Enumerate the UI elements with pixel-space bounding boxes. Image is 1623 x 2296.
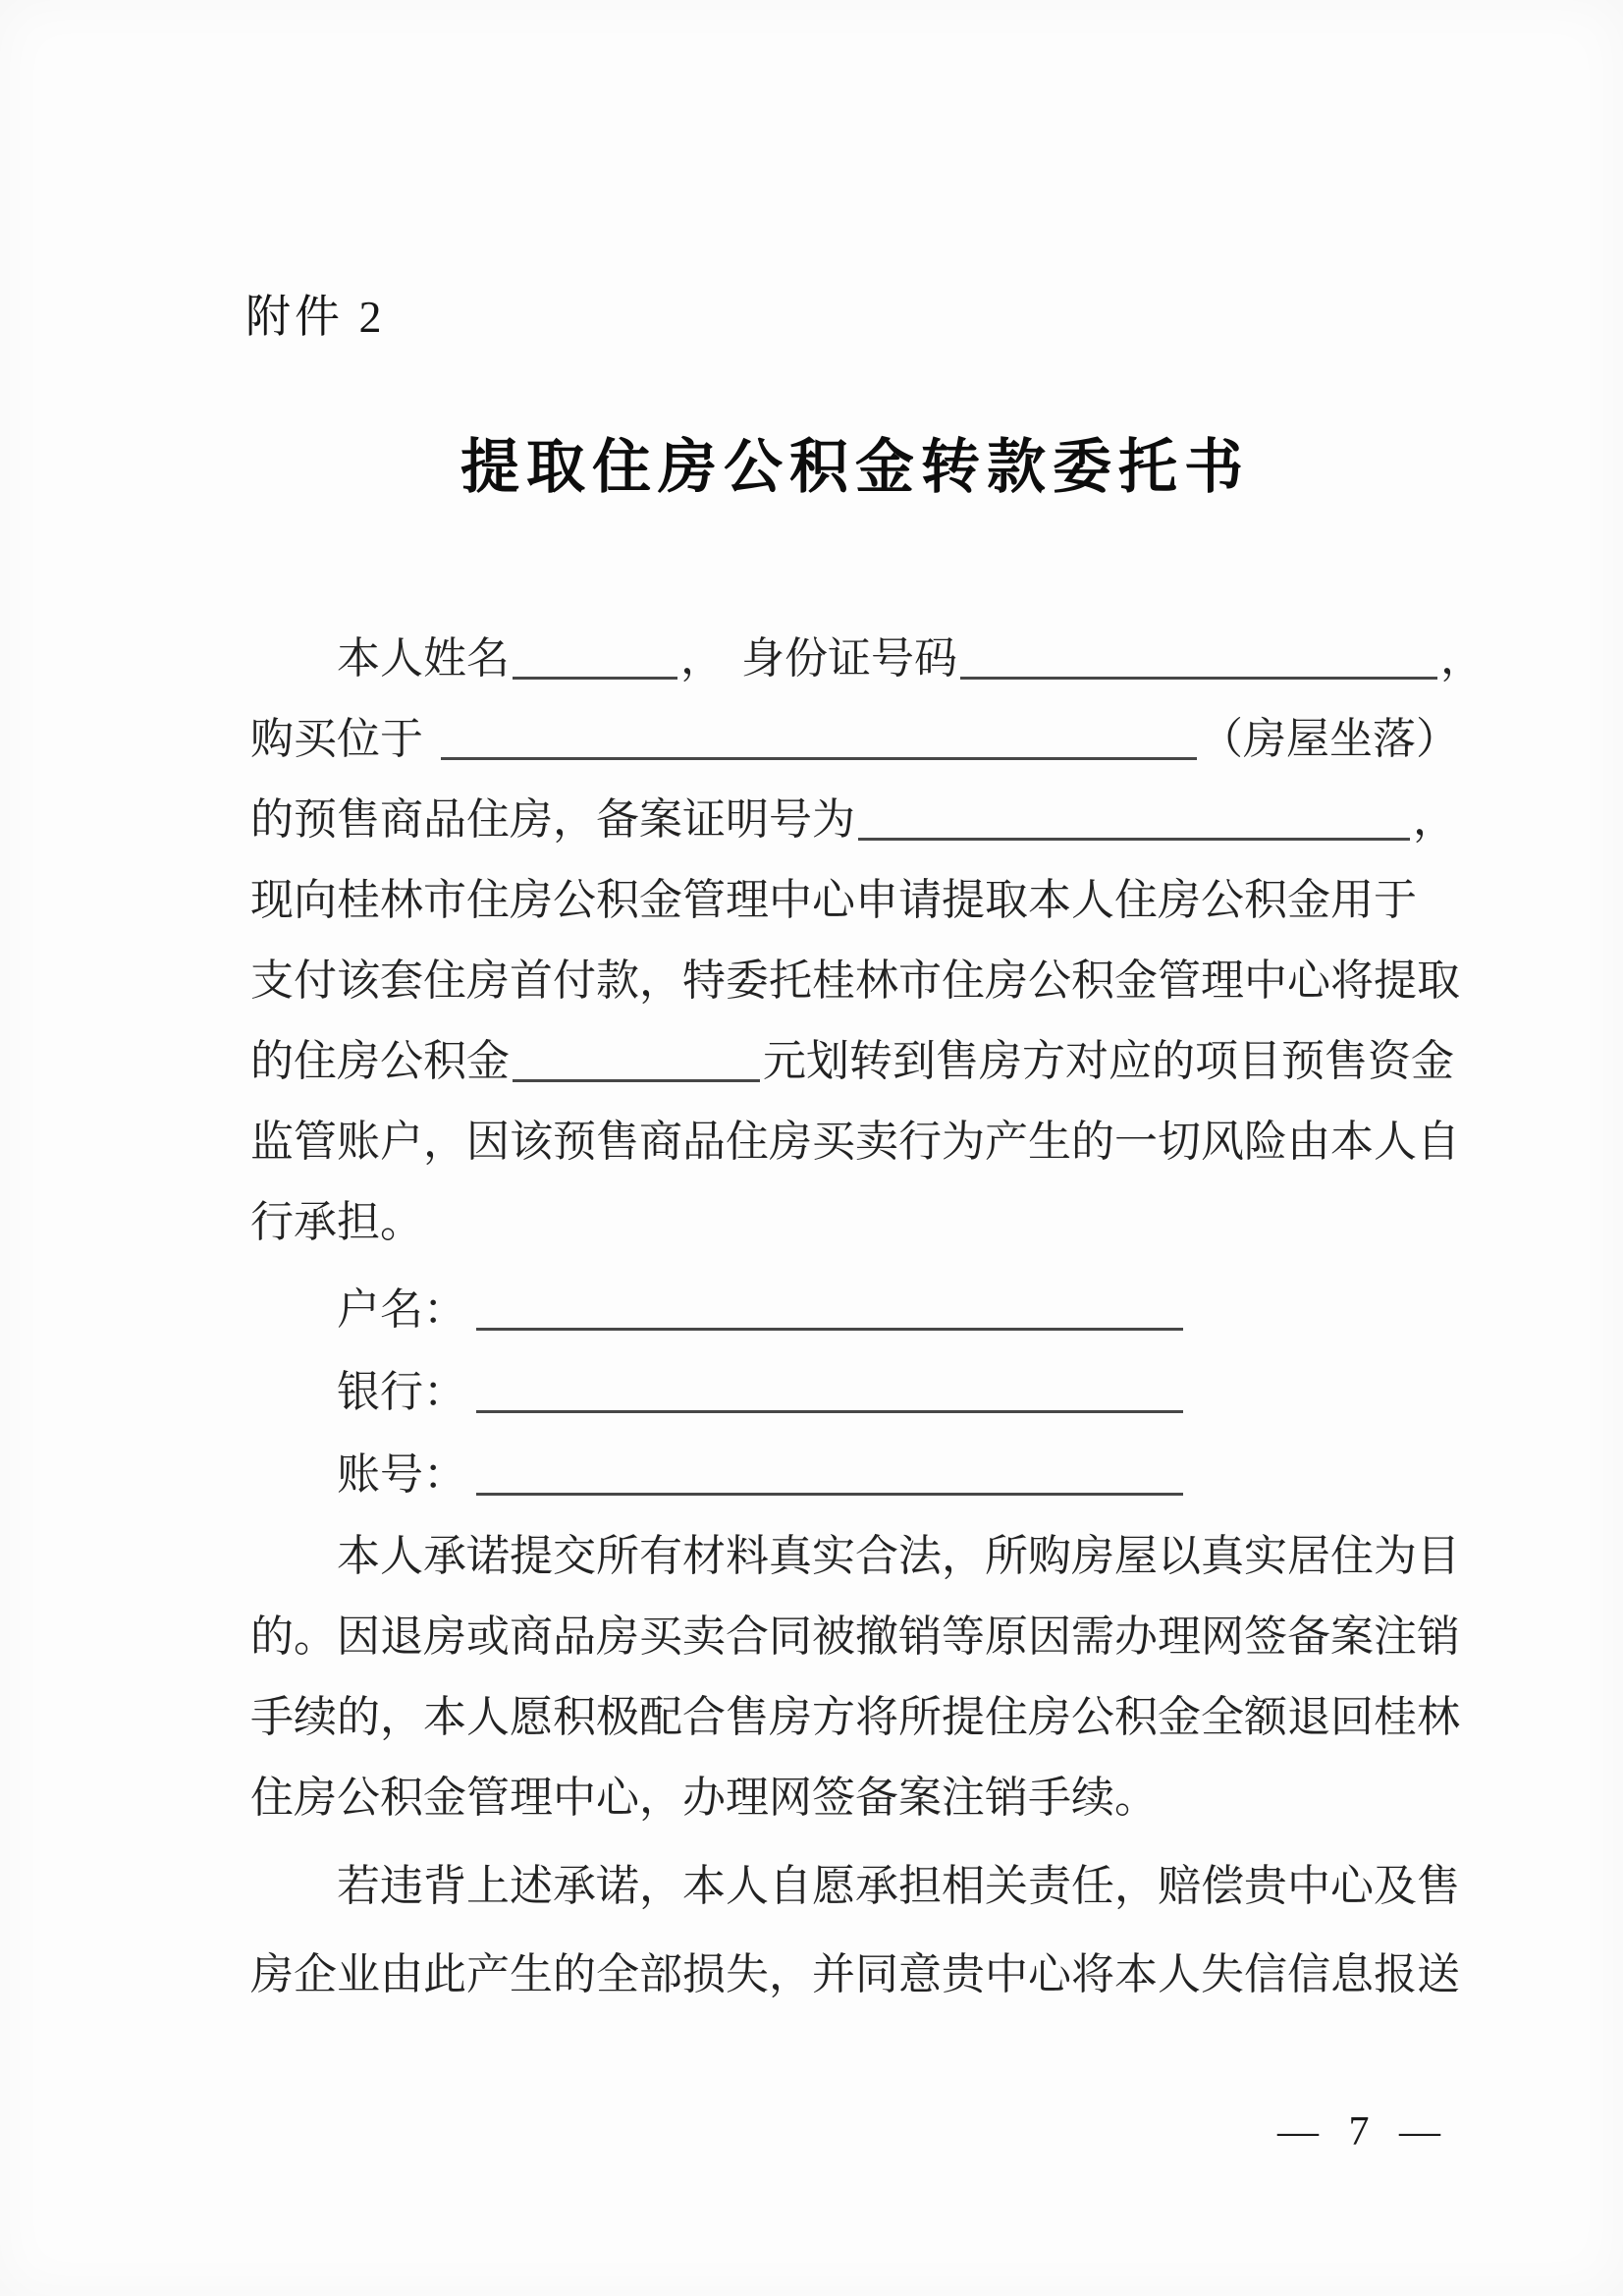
p1-l1-label-id: 身份证号码 <box>741 634 957 683</box>
p2-line-4: 住房公积金管理中心，办理网签备案注销手续。 <box>250 1774 1158 1822</box>
document-title: 提取住房公积金转款委托书 <box>460 433 1250 502</box>
account-fields <box>250 1269 1460 1516</box>
paragraph-2 <box>250 1516 1460 1838</box>
bank-label: 银行： <box>337 1368 466 1416</box>
p1-line-2 <box>250 699 1460 780</box>
account-name-label: 户名： <box>337 1285 466 1334</box>
paragraph-1 <box>250 619 1484 1263</box>
p1-l1-comma-1: ， <box>680 634 724 683</box>
account-name-blank-line <box>476 1298 1183 1331</box>
account-number-blank-line <box>476 1463 1183 1496</box>
amount-blank-line <box>513 1050 760 1082</box>
p2-line-3: 手续的，本人愿积极配合售房方将所提住房公积金全额退回桂林 <box>250 1693 1460 1741</box>
p2-line-1: 本人承诺提交所有材料真实合法，所购房屋以真实居住为目 <box>337 1532 1460 1580</box>
p1-line-5: 支付该套住房首付款，特委托桂林市住房公积金管理中心将提取 <box>250 957 1460 1005</box>
p1-line-6 <box>250 1021 1460 1102</box>
p1-l1-label-name: 本人姓名 <box>337 634 510 683</box>
p3-line-1: 若违背上述承诺，本人自愿承担相关责任，赔偿贵中心及售 <box>337 1862 1460 1910</box>
p1-line-8: 行承担。 <box>250 1198 423 1246</box>
p1-l6-label-fund: 的住房公积金 <box>250 1037 510 1085</box>
p1-l1-comma-2: ， <box>1440 634 1484 683</box>
p2-line-2: 的。因退房或商品房买卖合同被撤销等原因需办理网签备案注销 <box>250 1613 1460 1661</box>
bank-row <box>250 1351 1460 1434</box>
p1-line-3 <box>250 780 1460 860</box>
p1-l6-label-transfer: 元划转到售房方对应的项目预售资金 <box>763 1037 1454 1085</box>
bank-blank-line <box>476 1381 1183 1413</box>
p1-line-7: 监管账户，因该预售商品住房买卖行为产生的一切风险由本人自 <box>250 1118 1460 1166</box>
account-number-row <box>250 1434 1460 1516</box>
record-number-blank-line <box>858 808 1410 841</box>
attachment-label: 附件 2 <box>245 292 386 342</box>
paragraph-3 <box>250 1842 1460 2019</box>
id-number-blank-line <box>960 647 1437 680</box>
p1-line-4: 现向桂林市住房公积金管理中心申请提取本人住房公积金用于 <box>250 876 1417 924</box>
p1-l3-label-record: 的预售商品住房，备案证明号为 <box>250 795 855 844</box>
house-location-blank-line <box>441 728 1197 760</box>
account-number-label: 账号： <box>337 1450 466 1499</box>
account-name-row <box>250 1269 1460 1351</box>
page-number: — 7 — <box>1277 2109 1450 2155</box>
p1-l3-comma: ， <box>1413 795 1456 844</box>
p3-line-2: 房企业由此产生的全部损失，并同意贵中心将本人失信信息报送 <box>250 1950 1460 1998</box>
p1-line-1 <box>250 619 1484 699</box>
name-blank-line <box>513 647 677 680</box>
p1-l2-label-note: （房屋坐落） <box>1200 715 1459 763</box>
p1-l2-label-location: 购买位于 <box>250 715 423 763</box>
